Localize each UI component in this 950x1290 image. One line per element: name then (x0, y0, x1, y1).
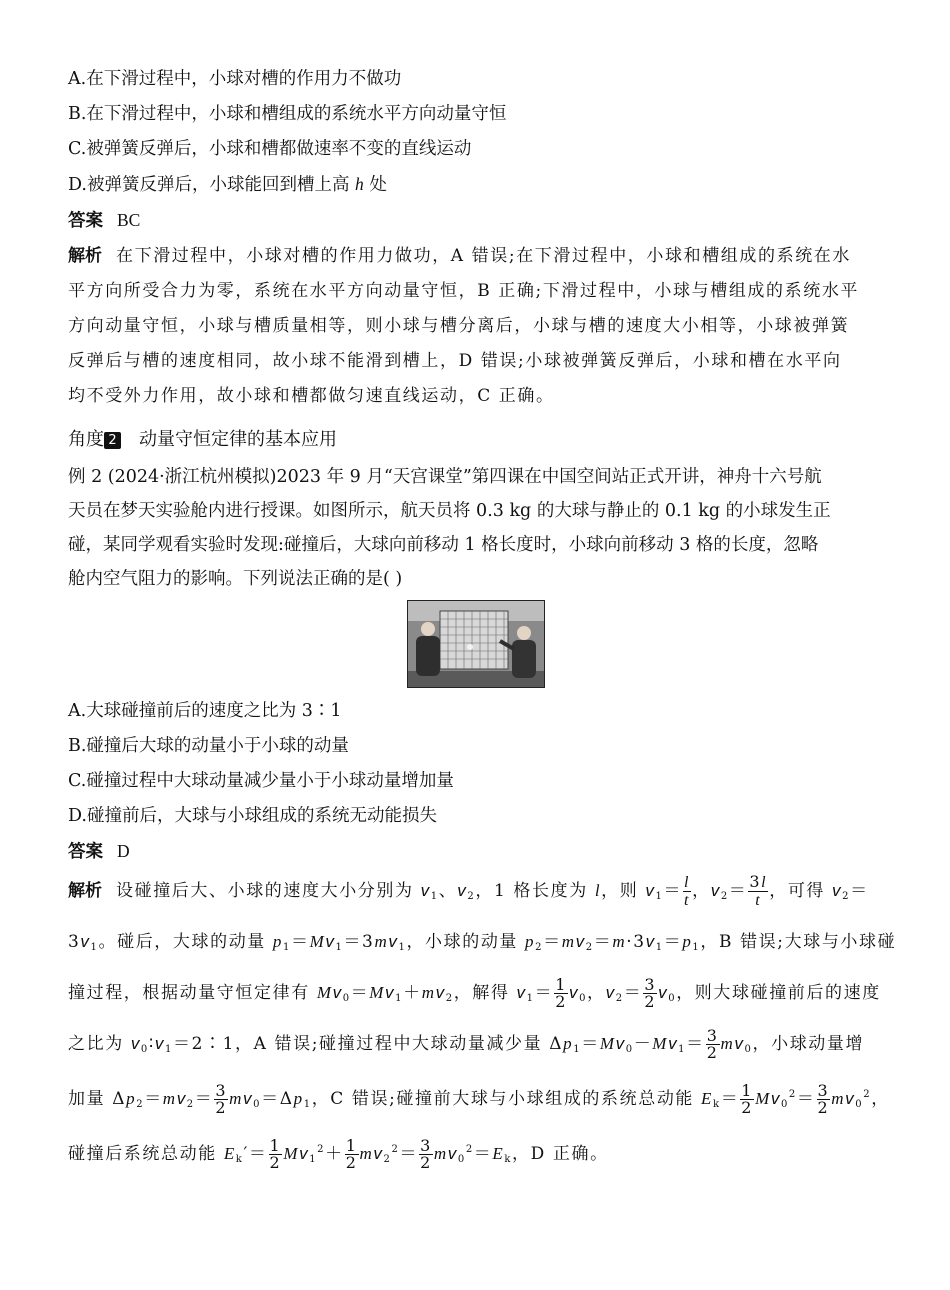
answer-label: 答案 (68, 842, 103, 862)
ex2-option-b: B.碰撞后大球的动量小于小球的动量 (68, 736, 349, 756)
document-page (68, 62, 897, 1182)
analysis-label: 解析 (68, 881, 102, 901)
ex2-option-c: C.碰撞过程中大球动量减少量小于小球动量增加量 (68, 771, 454, 791)
q1-answer (68, 203, 880, 239)
photo-illustration (408, 601, 544, 687)
answer-value: D (117, 841, 130, 861)
ex2-analysis: 解析 设碰撞后大、小球的速度大小分别为 $v_1$、$v_2$，1 格长度为 l，则 $v_1=$ $\frac{l}{t}$ ，$v_2=$ $\frac{3l}{t}$ ，可得 $v_2=$ $3v_1$。碰后，大球的动量 $p_1=Mv_1=3mv_1$，小球的动量 $p_2=mv_2=m\cdot 3v_1=p_1$，B 错误;大球与小球碰 撞过程，根据动量守恒定律有 $Mv_0=Mv_1+mv_2$，解得 $v_1=$ $\frac{1}{2}$ $v_0$，$v_2=$ $\frac{3}{2}$ $v_0$，则大球碰撞前后的速度 之比为 $v_0∶v_1=2∶1$，A 错误;碰撞过程中大球动量减少量 $\Delta p_1=Mv_0-Mv_1=$ $\frac{3}{2}$ $mv_0$，小球动量增 加量 $\Delta p_2=mv_2=$ $\frac{3}{2}$ $mv_0=\Delta p_1$，C 错误;碰撞前大球与小球组成的系统总动能 $E_k=$ $\frac{1}{2}$ $Mv_0^2=$ $\frac{3}{2}$ $mv_0^2$， 碰撞后系统总动能 $E_k'=$ $\frac{1}{2}$ $Mv_1^2+$ $\frac{1}{2}$ $mv_2^2=$ $\frac{3}{2}$ $mv_0^2=E_k$，D 正确。 (68, 872, 897, 1172)
q1-option-d: D.被弹簧反弹后，小球能回到槽上高 h 处 (68, 174, 387, 195)
q1-option-a: A.在下滑过程中，小球对槽的作用力不做功 (68, 69, 402, 89)
astronaut-photo (407, 600, 545, 688)
analysis-label: 解析 (68, 246, 102, 266)
answer-value: BC (117, 210, 141, 230)
ex2-answer (68, 834, 880, 870)
ex2-option-a: A.大球碰撞前后的速度之比为 3∶1 (68, 701, 342, 721)
q1-option-c: C.被弹簧反弹后，小球和槽都做速率不变的直线运动 (68, 139, 472, 159)
section-heading: 角度 2 动量守恒定律的基本应用 (68, 429, 337, 450)
answer-label: 答案 (68, 211, 103, 231)
ex2-option-d: D.碰撞前后，大球与小球组成的系统无动能损失 (68, 806, 437, 826)
section-title: 动量守恒定律的基本应用 (139, 429, 337, 450)
example2-stem: 例 2 (2024·浙江杭州模拟)2023 年 9 月“天宫课堂”第四课在中国空间站正式开讲，神舟十六号航 天员在梦天实验舱内进行授课。如图所示，航天员将 0.3 kg 的大球与静止的 0.1 kg 的小球发生正 碰，某同学观看实验时发现:碰撞后，大球向前移动 1 格长度时，小球向前移动 3 格的长度，忽略 舱内空气阻力的影响。下列说法正确的是( ) (68, 467, 831, 589)
q1-option-b: B.在下滑过程中，小球和槽组成的系统水平方向动量守恒 (68, 104, 507, 124)
q1-analysis: 解析 在下滑过程中，小球对槽的作用力做功，A 错误;在下滑过程中，小球和槽组成的系统在水 平方向所受合力为零，系统在水平方向动量守恒，B 正确;下滑过程中，小球与槽组成的系统水平 方向动量守恒，小球与槽质量相等，则小球与槽分离后，小球与槽的速度大小相等，小球被弹簧 反弹后与槽的速度相同，故小球不能滑到槽上，D 错误;小球被弹簧反弹后，小球和槽在水平向 均不受外力作用，故小球和槽都做匀速直线运动，C 正确。 (68, 246, 860, 406)
section-number-badge: 2 (104, 432, 121, 449)
